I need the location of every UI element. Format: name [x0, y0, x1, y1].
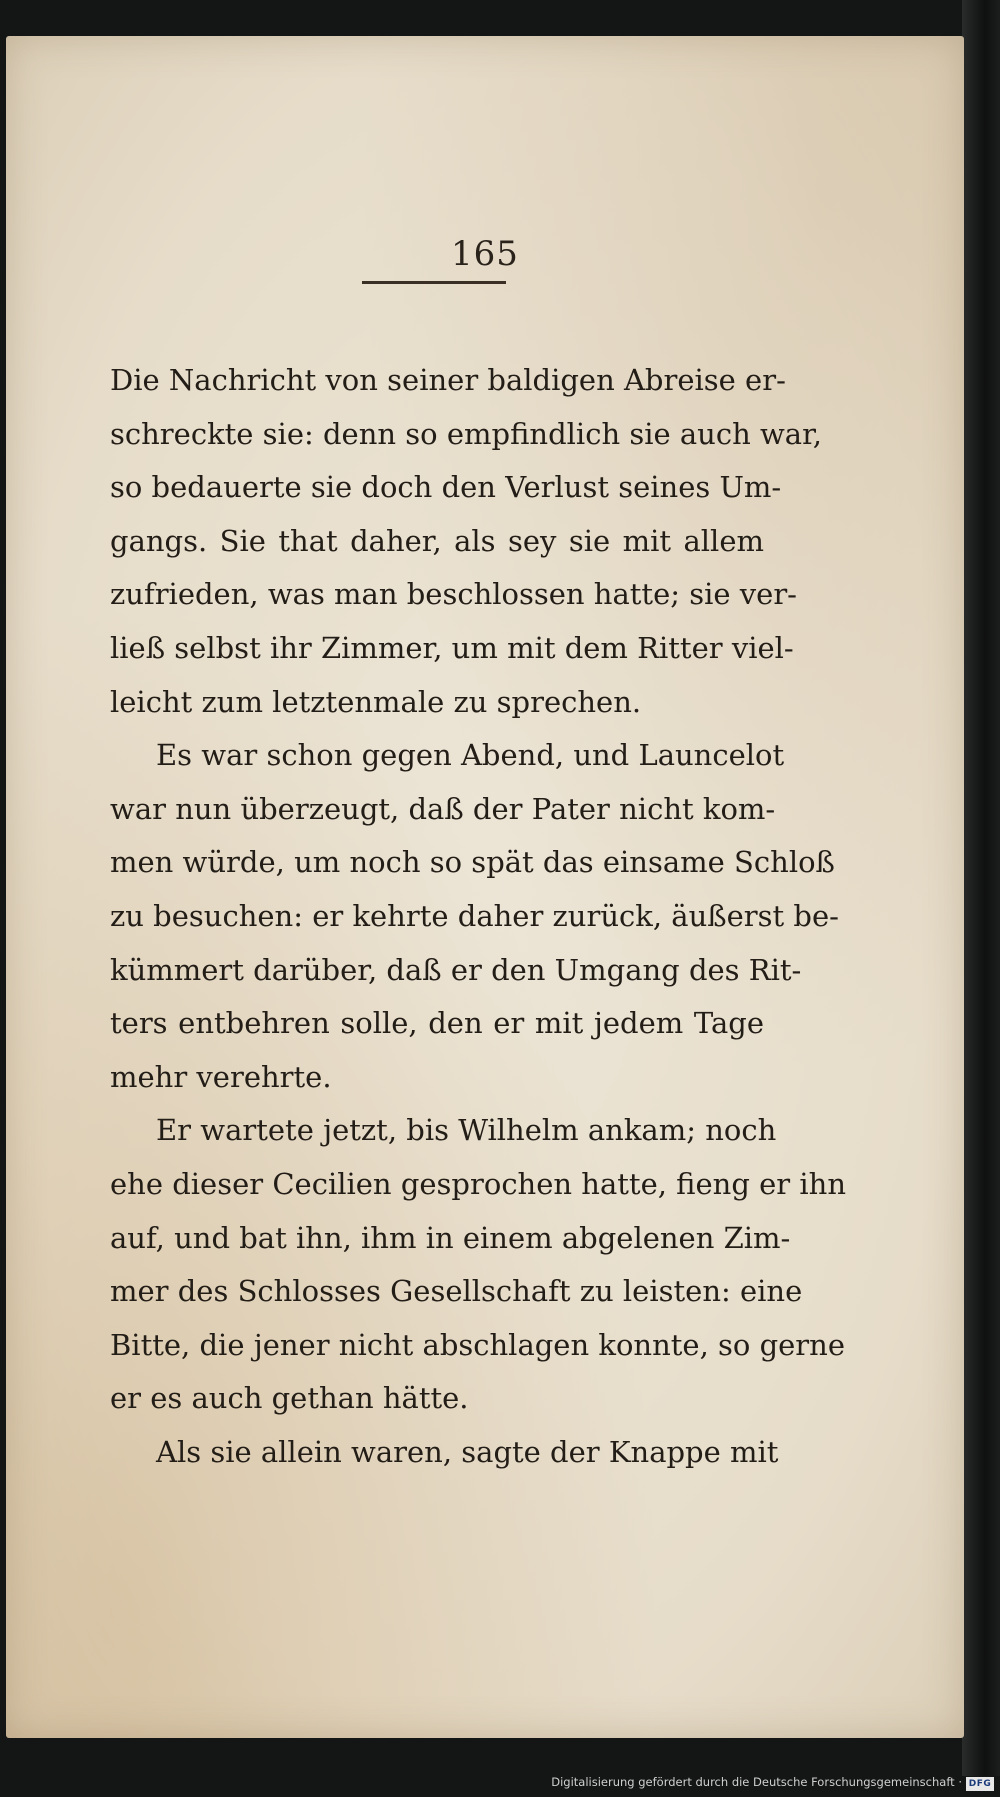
text-line: Er wartete jetzt, bis Wilhelm ankam; noch: [156, 1113, 777, 1148]
page-number: 165: [451, 234, 519, 274]
book-spine-edge: [962, 0, 1000, 1776]
text-line: ließ selbst ihr Zimmer, um mit dem Ritter viel-: [110, 630, 794, 665]
text-line: Es war schon gegen Abend, und Launcelot: [156, 738, 785, 773]
header-rule: [362, 281, 506, 284]
digitization-credit: Digitalisierung gefördert durch die Deutsche Forschungsgemeinschaft ·: [551, 1775, 962, 1789]
text-line: so bedauerte sie doch den Verlust seines Um-: [110, 470, 782, 505]
text-line: kümmert darüber, daß er den Umgang des Rit-: [110, 952, 802, 987]
text-line: men würde, um noch so spät das einsame Schloß: [110, 845, 835, 880]
dfg-logo: DFG: [966, 1777, 994, 1791]
body-text: [110, 354, 847, 1479]
text-line: zufrieden, was man beschlossen hatte; sie ver-: [110, 577, 797, 612]
book-page: [6, 36, 964, 1738]
text-line: mehr verehrte.: [110, 1059, 332, 1094]
text-line: mer des Schlosses Gesellschaft zu leisten: eine: [110, 1274, 803, 1309]
text-line: Bitte, die jener nicht abschlagen konnte, so gerne: [110, 1327, 845, 1362]
text-line: schreckte sie: denn so empfindlich sie auch war,: [110, 416, 822, 451]
text-line: Die Nachricht von seiner baldigen Abreise er-: [110, 363, 786, 397]
text-line: war nun überzeugt, daß der Pater nicht kom-: [110, 791, 776, 826]
text-line: zu besuchen: er kehrte daher zurück, äußerst be-: [110, 898, 839, 933]
text-line: er es auch gethan hätte.: [110, 1381, 469, 1416]
text-line: auf, und bat ihn, ihm in einem abgelenen Zim-: [110, 1220, 791, 1255]
text-line: leicht zum letztenmale zu sprechen.: [110, 684, 642, 719]
text-line: ehe dieser Cecilien gesprochen hatte, fieng er ihn: [110, 1166, 847, 1201]
text-line: Als sie allein waren, sagte der Knappe mit: [156, 1434, 779, 1469]
text-line: ters entbehren solle, den er mit jedem Tage: [110, 1006, 764, 1041]
text-line: gangs. Sie that daher, als sey sie mit allem: [110, 523, 764, 558]
